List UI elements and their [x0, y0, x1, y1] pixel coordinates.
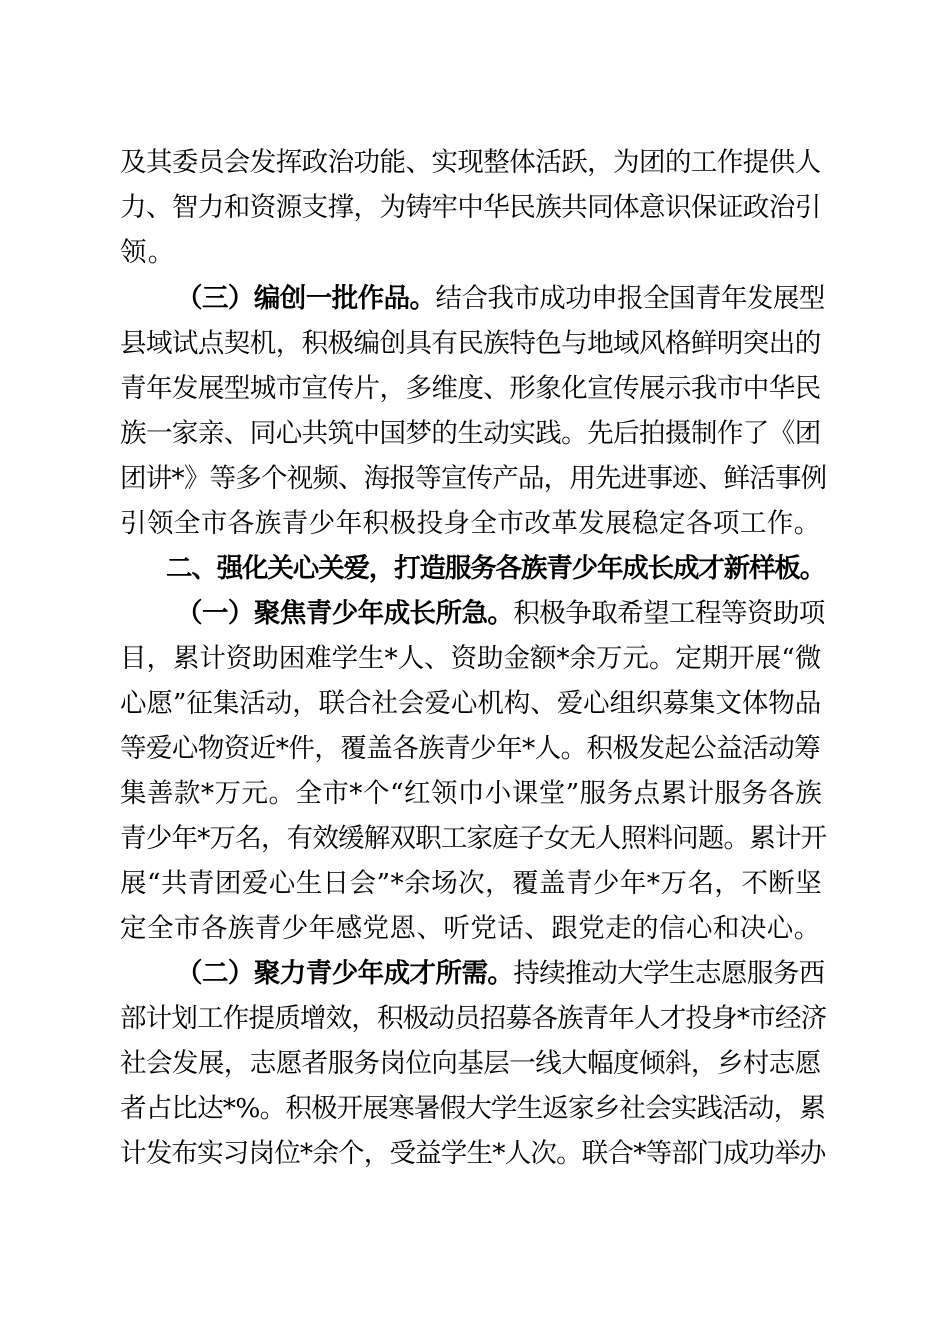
text-line: 领。 [120, 237, 176, 268]
text-line: 计发布实习岗位*余个，受益学生*人次。联合*等部门成功举办 [120, 1138, 826, 1169]
text-line: 展“共青团爱心生日会”*余场次，覆盖青少年*万名，不断坚 [120, 868, 823, 899]
text-line: 青少年*万名，有效缓解双职工家庭子女无人照料问题。累计开 [120, 823, 827, 854]
paragraph-3-text: 结合我市成功申报全国青年发展型 [435, 283, 825, 314]
text-line: 青年发展型城市宣传片，多维度、形象化宣传展示我市中华民 [120, 373, 821, 404]
section-heading: 二、强化关心关爱，打造服务各族青少年成长成才新样板。 [166, 553, 826, 584]
paragraph-2-2-text: 持续推动大学生志愿服务西 [513, 958, 825, 989]
paragraph-3-lead: （三）编创一批作品。 [176, 283, 436, 314]
text-line: 者占比达*%。积极开展寒暑假大学生返家乡社会实践活动，累 [120, 1093, 826, 1124]
text-line: 集善款*万元。全市*个“红领巾小课堂”服务点累计服务各族 [120, 778, 823, 809]
paragraph-2-1-first-line [176, 592, 825, 636]
text-line: 等爱心物资近*件，覆盖各族青少年*人。积极发起公益活动筹 [120, 733, 821, 764]
text-line: 引领全市各族青少年积极投身全市改革发展稳定各项工作。 [120, 508, 821, 539]
text-line: 目，累计资助困难学生*人、资助金额*余万元。定期开展“微 [120, 643, 822, 674]
paragraph-2-2-lead: （二）聚力青少年成才所需。 [176, 958, 514, 989]
paragraph-2-1-lead: （一）聚焦青少年成长所急。 [176, 598, 514, 629]
text-line: 及其委员会发挥政治功能、实现整体活跃，为团的工作提供人 [120, 147, 821, 178]
text-line: 县域试点契机，积极编创具有民族特色与地域风格鲜明突出的 [120, 328, 821, 359]
text-line: 定全市各族青少年感党恩、听党话、跟党走的信心和决心。 [120, 913, 821, 944]
text-line: 社会发展，志愿者服务岗位向基层一线大幅度倾斜，乡村志愿 [120, 1048, 821, 1079]
text-line: 力、智力和资源支撑，为铸牢中华民族共同体意识保证政治引 [120, 192, 821, 223]
paragraph-2-1-text: 积极争取希望工程等资助项 [513, 598, 825, 629]
text-line: 族一家亲、同心共筑中国梦的生动实践。先后拍摄制作了《团 [120, 418, 821, 449]
text-line: 团讲*》等多个视频、海报等宣传产品，用先进事迹、鲜活事例 [120, 463, 827, 494]
text-line: 心愿”征集活动，联合社会爱心机构、爱心组织募集文体物品 [120, 688, 822, 719]
paragraph-2-2-first-line [176, 952, 825, 996]
paragraph-3-first-line [176, 277, 825, 321]
text-line: 部计划工作提质增效，积极动员招募各族青年人才投身*市经济 [120, 1003, 827, 1034]
